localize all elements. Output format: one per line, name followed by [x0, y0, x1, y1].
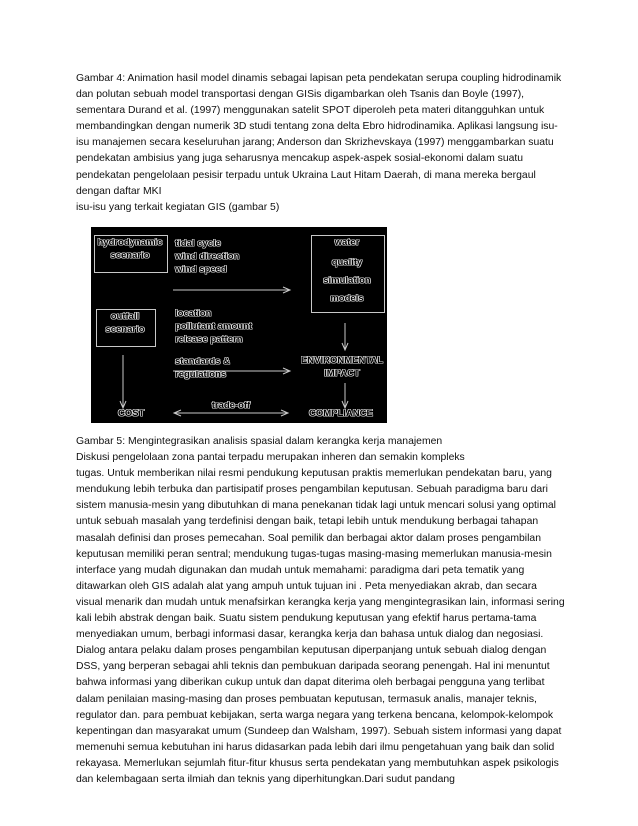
regulations-label: regulations	[175, 369, 227, 380]
intro-paragraph	[76, 71, 566, 216]
water-label-1: water	[334, 237, 360, 248]
compliance-label: COMPLIANCE	[309, 408, 373, 419]
outfall-label-2: scenario	[105, 324, 145, 335]
water-label-3: simulation	[323, 275, 371, 286]
water-label-2: quality	[331, 257, 363, 268]
standards-label: standards &	[175, 356, 230, 367]
location-label: location	[175, 308, 212, 319]
discussion-text: tugas. Untuk memberikan nilai resmi pendukung keputusan praktis memerlukan pendekatan baru, yang mendukung lebih terbuka dan partisipatif proses pengambilan keputusan. Sebuah paradigma baru dari sistem manusia-mesin yang dibutuhkan di mana penekanan tidak lagi untuk mencari solusi yang optimal untuk sebuah masalah yang terdefinisi dengan baik, tetapi lebih untuk mendukung berbagai tahapan masalah definisi dan proses pemecahan. Soal pemilik dan berbagai aktor dalam proses pengambilan keputusan memiliki peran sentral; mendukung tugas-tugas masing-masing memerlukan manusia-mesin interface yang mudah digunakan dan mudah untuk memahami: paradigma dari peta tematik yang ditawarkan oleh GIS adalah alat yang ampuh untuk tujuan ini . Peta menyediakan akrab, dan secara visual menarik dan mudah untuk menafsirkan kerangka kerja yang mengintegrasikan lain, informasi sering kali lebih abstrak dengan baik. Suatu sistem pendukung keputusan yang efektif harus pertama-tama menyediakan umum, berbagi informasi dasar, kerangka kerja dan bahasa untuk dialog dan negosiasi. Dialog antara pelaku dalam proses pengambilan keputusan diperpanjang untuk sebuah dialog dengan DSS, yang berperan sebagai ahli teknis dan pembukuan daripada seorang penengah. Hal ini menuntut bahwa informasi yang diberikan cukup untuk dan dapat diterima oleh berbagai pengguna yang terlibat dalam penilaian masing-masing dan proses pembuatan keputusan, termasuk analis, manajer teknis, regulator dan. para pembuat kebijakan, serta warga negara yang terkena bencana, kelompok-kelompok kepentingan dan masyarakat umum (Sundeep dan Walsham, 1997). Sebuah sistem informasi yang dapat memenuhi semua kebutuhan ini harus didasarkan pada lebih dari ilmu pengetahuan yang baik dan solid rekayasa. Memerlukan sejumlah fitur-fitur khusus serta pendekatan yang membutuhkan aspek psikologis dan kelembagaan serta ilmiah dan teknis yang diperhitungkan.Dari sudut pandang	[76, 468, 565, 785]
water-label-4: models	[330, 293, 364, 304]
tradeoff-label: trade-off	[211, 400, 251, 411]
pollutant-amount-label: pollutant amount	[175, 321, 253, 332]
discussion-paragraph	[76, 434, 566, 788]
intro-tail-text: isu-isu yang terkait kegiatan GIS (gambar 5)	[76, 201, 280, 213]
discussion-heading: Diskusi pengelolaan zona pantai terpadu merupakan inheren dan semakin kompleks	[76, 452, 465, 464]
release-pattern-label: release pattern	[175, 334, 243, 345]
hydro-label-2: scenario	[110, 250, 150, 261]
wind-speed-label: wind speed	[175, 264, 227, 275]
outfall-label-1: outfall	[110, 311, 140, 322]
environmental-label: ENVIRONMENTAL	[300, 355, 384, 366]
impact-label: IMPACT	[324, 368, 360, 379]
cost-label: COST	[118, 408, 145, 419]
hydro-label-1: hydrodynamic	[97, 237, 163, 248]
tidal-cycle-label: tidal cycle	[175, 238, 221, 249]
intro-text: Gambar 4: Animation hasil model dinamis sebagai lapisan peta pendekatan serupa coupling hidrodinamik dan polutan sebuah model transportasi dengan GISis digambarkan oleh Tsanis dan Boyle (1997), sementara Durand et al. (1997) menggunakan satelit SPOT diperoleh peta materi ditangguhkan untuk membandingkan dengan numerik 3D studi tentang zona delta Ebro hidrodinamika. Aplikasi langsung isu-isu manajemen secara keseluruhan jarang; Anderson dan Skrizhevskaya (1997) menggambarkan suatu pendekatan ambisius yang juga seharusnya mencakup aspek-aspek sosial-ekonomi dalam suatu pendekatan pengelolaan pesisir terpadu untuk Ukraina Laut Hitam Daerah, di mana mereka bergaul dengan daftar MKI	[76, 73, 562, 197]
wind-direction-label: wind direction	[175, 251, 240, 262]
figure-caption: Gambar 5: Mengintegrasikan analisis spasial dalam kerangka kerja manajemen	[76, 436, 443, 447]
figure-5-diagram	[91, 227, 387, 423]
